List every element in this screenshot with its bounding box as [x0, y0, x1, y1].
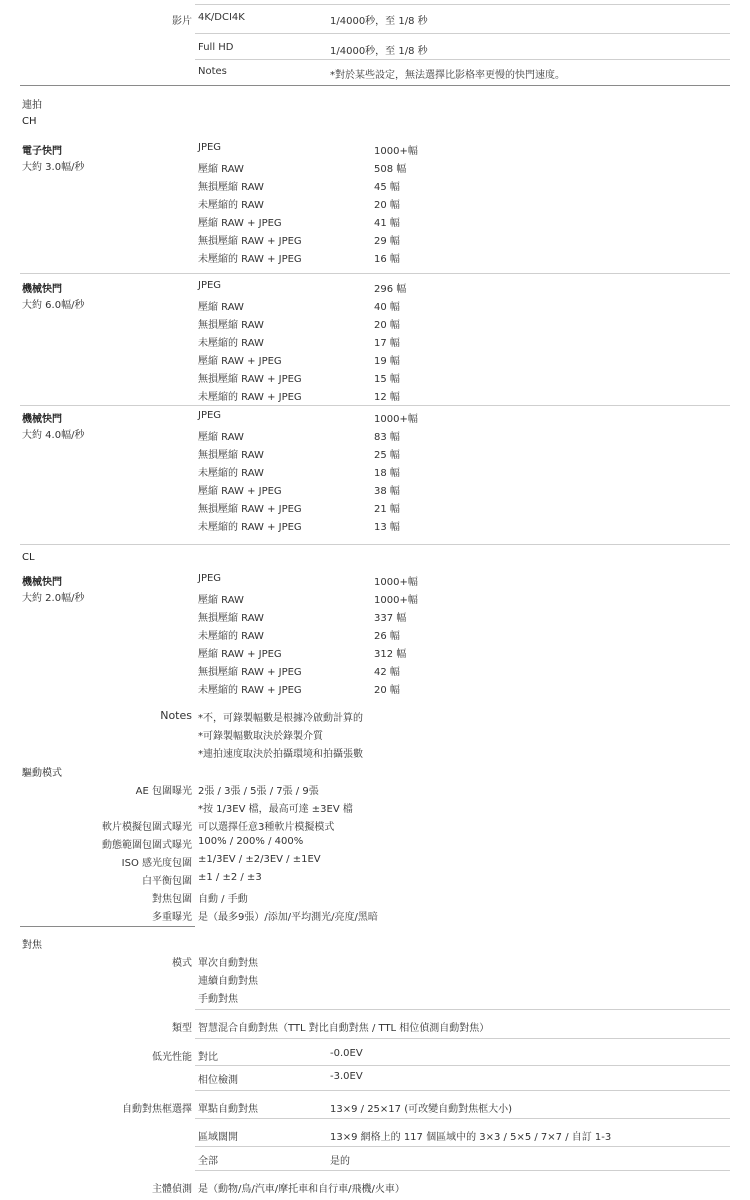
af-frame-label: 自動對焦框選擇	[122, 1104, 192, 1115]
focus-mode: 連續自動對焦	[198, 976, 258, 987]
af-frame-value: 13×9 / 25×17 (可改變自動對焦框大小)	[330, 1104, 513, 1115]
format-name: 壓縮 RAW + JPEG	[198, 649, 282, 660]
divider	[195, 1038, 730, 1039]
frame-count: 20 幅	[374, 200, 400, 211]
format-name: 無損壓縮 RAW + JPEG	[198, 374, 302, 385]
divider	[20, 544, 730, 545]
cl-label: CL	[22, 552, 35, 563]
drive-row-label: 白平衡包圍	[142, 876, 192, 887]
group-title: 機械快門	[22, 577, 62, 588]
section-divider	[20, 926, 195, 927]
af-frame-name: 全部	[198, 1156, 218, 1167]
frame-count: 16 幅	[374, 254, 400, 265]
frame-count: 1000+幅	[374, 414, 418, 425]
format-name: 未壓縮的 RAW	[198, 338, 264, 349]
lowlight-value: -3.0EV	[330, 1071, 363, 1082]
divider	[195, 1090, 730, 1091]
af-frame-value: 是的	[330, 1156, 350, 1167]
format-name: 壓縮 RAW	[198, 432, 244, 443]
frame-count: 19 幅	[374, 356, 400, 367]
frame-count: 20 幅	[374, 320, 400, 331]
format-name: 無損壓縮 RAW	[198, 320, 264, 331]
ch-label: CH	[22, 116, 37, 127]
format-name: 壓縮 RAW + JPEG	[198, 486, 282, 497]
burst-note: *可錄製幅數取決於錄製介質	[198, 731, 323, 742]
focus-type-value: 智慧混合自動對焦（TTL 對比自動對焦 / TTL 相位偵測自動對焦）	[198, 1023, 490, 1034]
drive-row-label: 多重曝光	[152, 912, 192, 923]
format-name: 未壓縮的 RAW + JPEG	[198, 522, 302, 533]
format-name: 未壓縮的 RAW	[198, 468, 264, 479]
frame-count: 15 幅	[374, 374, 400, 385]
frame-count: 12 幅	[374, 392, 400, 403]
frame-count: 312 幅	[374, 649, 407, 660]
focus-type-label: 類型	[172, 1023, 192, 1034]
format-name: JPEG	[198, 573, 222, 584]
divider	[195, 33, 730, 34]
divider	[195, 1118, 730, 1119]
lowlight-label: 低光性能	[152, 1052, 192, 1063]
focus-mode: 單次自動對焦	[198, 958, 258, 969]
af-frame-name: 區域闊開	[198, 1132, 238, 1143]
format-name: 壓縮 RAW	[198, 595, 244, 606]
drive-row-value: 可以選擇任意3種軟片模擬模式	[198, 822, 335, 833]
focus-mode-label: 模式	[172, 958, 192, 969]
video-row-value: 1/4000秒，至 1/8 秒	[330, 46, 428, 57]
frame-count: 29 幅	[374, 236, 400, 247]
frame-count: 38 幅	[374, 486, 400, 497]
video-row-name: Full HD	[198, 42, 234, 53]
divider	[195, 1065, 730, 1066]
video-label: 影片	[172, 16, 192, 27]
divider	[20, 273, 730, 274]
section-divider	[20, 85, 730, 86]
frame-count: 20 幅	[374, 685, 400, 696]
drive-row-value: 自動 / 手動	[198, 894, 248, 905]
video-row-value: 1/4000秒，至 1/8 秒	[330, 16, 428, 27]
frame-count: 13 幅	[374, 522, 400, 533]
group-subtitle: 大約 2.0幅/秒	[22, 593, 85, 604]
frame-count: 1000+幅	[374, 595, 418, 606]
frame-count: 25 幅	[374, 450, 400, 461]
frame-count: 26 幅	[374, 631, 400, 642]
drive-row-value: 100% / 200% / 400%	[198, 836, 304, 847]
group-title: 機械快門	[22, 284, 62, 295]
format-name: 未壓縮的 RAW	[198, 200, 264, 211]
subject-value: 是（動物/鳥/汽車/摩托車和自行車/飛機/火車）	[198, 1184, 405, 1195]
format-name: 壓縮 RAW + JPEG	[198, 218, 282, 229]
group-title: 電子快門	[22, 146, 62, 157]
divider	[195, 59, 730, 60]
drive-row-value: 2張 / 3張 / 5張 / 7張 / 9張	[198, 786, 319, 797]
burst-title: 連拍	[22, 100, 42, 111]
video-notes-text: *對於某些設定，無法選擇比影格率更慢的快門速度。	[330, 70, 565, 81]
format-name: JPEG	[198, 142, 222, 153]
format-name: 無損壓縮 RAW	[198, 182, 264, 193]
drive-row-value: ±1/3EV / ±2/3EV / ±1EV	[198, 854, 321, 865]
drive-row-value: *按 1/3EV 檔，最高可達 ±3EV 檔	[198, 804, 353, 815]
drive-row-label: 對焦包圍	[152, 894, 192, 905]
drive-row-value: 是（最多9張）/添加/平均測光/亮度/黑暗	[198, 912, 378, 923]
frame-count: 1000+幅	[374, 577, 418, 588]
group-subtitle: 大約 6.0幅/秒	[22, 300, 85, 311]
format-name: 無損壓縮 RAW + JPEG	[198, 504, 302, 515]
divider	[195, 1146, 730, 1147]
format-name: JPEG	[198, 280, 222, 291]
subject-label: 主體偵測	[152, 1184, 192, 1195]
drive-row-label: AE 包圍曝光	[135, 786, 192, 797]
drive-row-label: 軟片模擬包圍式曝光	[102, 822, 192, 833]
format-name: 無損壓縮 RAW + JPEG	[198, 236, 302, 247]
group-subtitle: 大約 4.0幅/秒	[22, 430, 85, 441]
format-name: 壓縮 RAW	[198, 302, 244, 313]
frame-count: 21 幅	[374, 504, 400, 515]
frame-count: 83 幅	[374, 432, 400, 443]
divider	[195, 1009, 730, 1010]
format-name: 未壓縮的 RAW + JPEG	[198, 685, 302, 696]
format-name: 未壓縮的 RAW + JPEG	[198, 392, 302, 403]
focus-title: 對焦	[22, 940, 42, 951]
burst-note: *不，可錄製幅數是根據冷啟動計算的	[198, 713, 363, 724]
lowlight-value: -0.0EV	[330, 1048, 363, 1059]
format-name: 無損壓縮 RAW	[198, 450, 264, 461]
group-subtitle: 大約 3.0幅/秒	[22, 162, 85, 173]
divider	[20, 405, 730, 406]
divider	[195, 4, 730, 5]
format-name: JPEG	[198, 410, 222, 421]
format-name: 無損壓縮 RAW + JPEG	[198, 667, 302, 678]
frame-count: 45 幅	[374, 182, 400, 193]
format-name: 壓縮 RAW + JPEG	[198, 356, 282, 367]
frame-count: 1000+幅	[374, 146, 418, 157]
af-frame-value: 13×9 網格上的 117 個區域中的 3×3 / 5×5 / 7×7 / 自訂 1-3	[330, 1132, 612, 1143]
focus-mode: 手動對焦	[198, 994, 238, 1005]
frame-count: 296 幅	[374, 284, 407, 295]
format-name: 無損壓縮 RAW	[198, 613, 264, 624]
frame-count: 508 幅	[374, 164, 407, 175]
frame-count: 40 幅	[374, 302, 400, 313]
format-name: 壓縮 RAW	[198, 164, 244, 175]
frame-count: 17 幅	[374, 338, 400, 349]
burst-notes-label: Notes	[160, 709, 192, 722]
frame-count: 42 幅	[374, 667, 400, 678]
video-row-name: 4K/DCI4K	[198, 12, 245, 23]
frame-count: 337 幅	[374, 613, 407, 624]
lowlight-name: 相位檢測	[198, 1075, 238, 1086]
format-name: 未壓縮的 RAW + JPEG	[198, 254, 302, 265]
group-title: 機械快門	[22, 414, 62, 425]
drive-row-value: ±1 / ±2 / ±3	[198, 872, 262, 883]
frame-count: 41 幅	[374, 218, 400, 229]
lowlight-name: 對比	[198, 1052, 218, 1063]
frame-count: 18 幅	[374, 468, 400, 479]
drive-row-label: ISO 感光度包圍	[121, 858, 192, 869]
format-name: 未壓縮的 RAW	[198, 631, 264, 642]
burst-note: *連拍速度取決於拍攝環境和拍攝張數	[198, 749, 363, 760]
divider	[195, 1170, 730, 1171]
video-notes-label: Notes	[198, 66, 227, 77]
af-frame-name: 單點自動對焦	[198, 1104, 258, 1115]
drive-row-label: 動態範圍包圍式曝光	[102, 840, 192, 851]
drive-title: 驅動模式	[22, 768, 62, 779]
